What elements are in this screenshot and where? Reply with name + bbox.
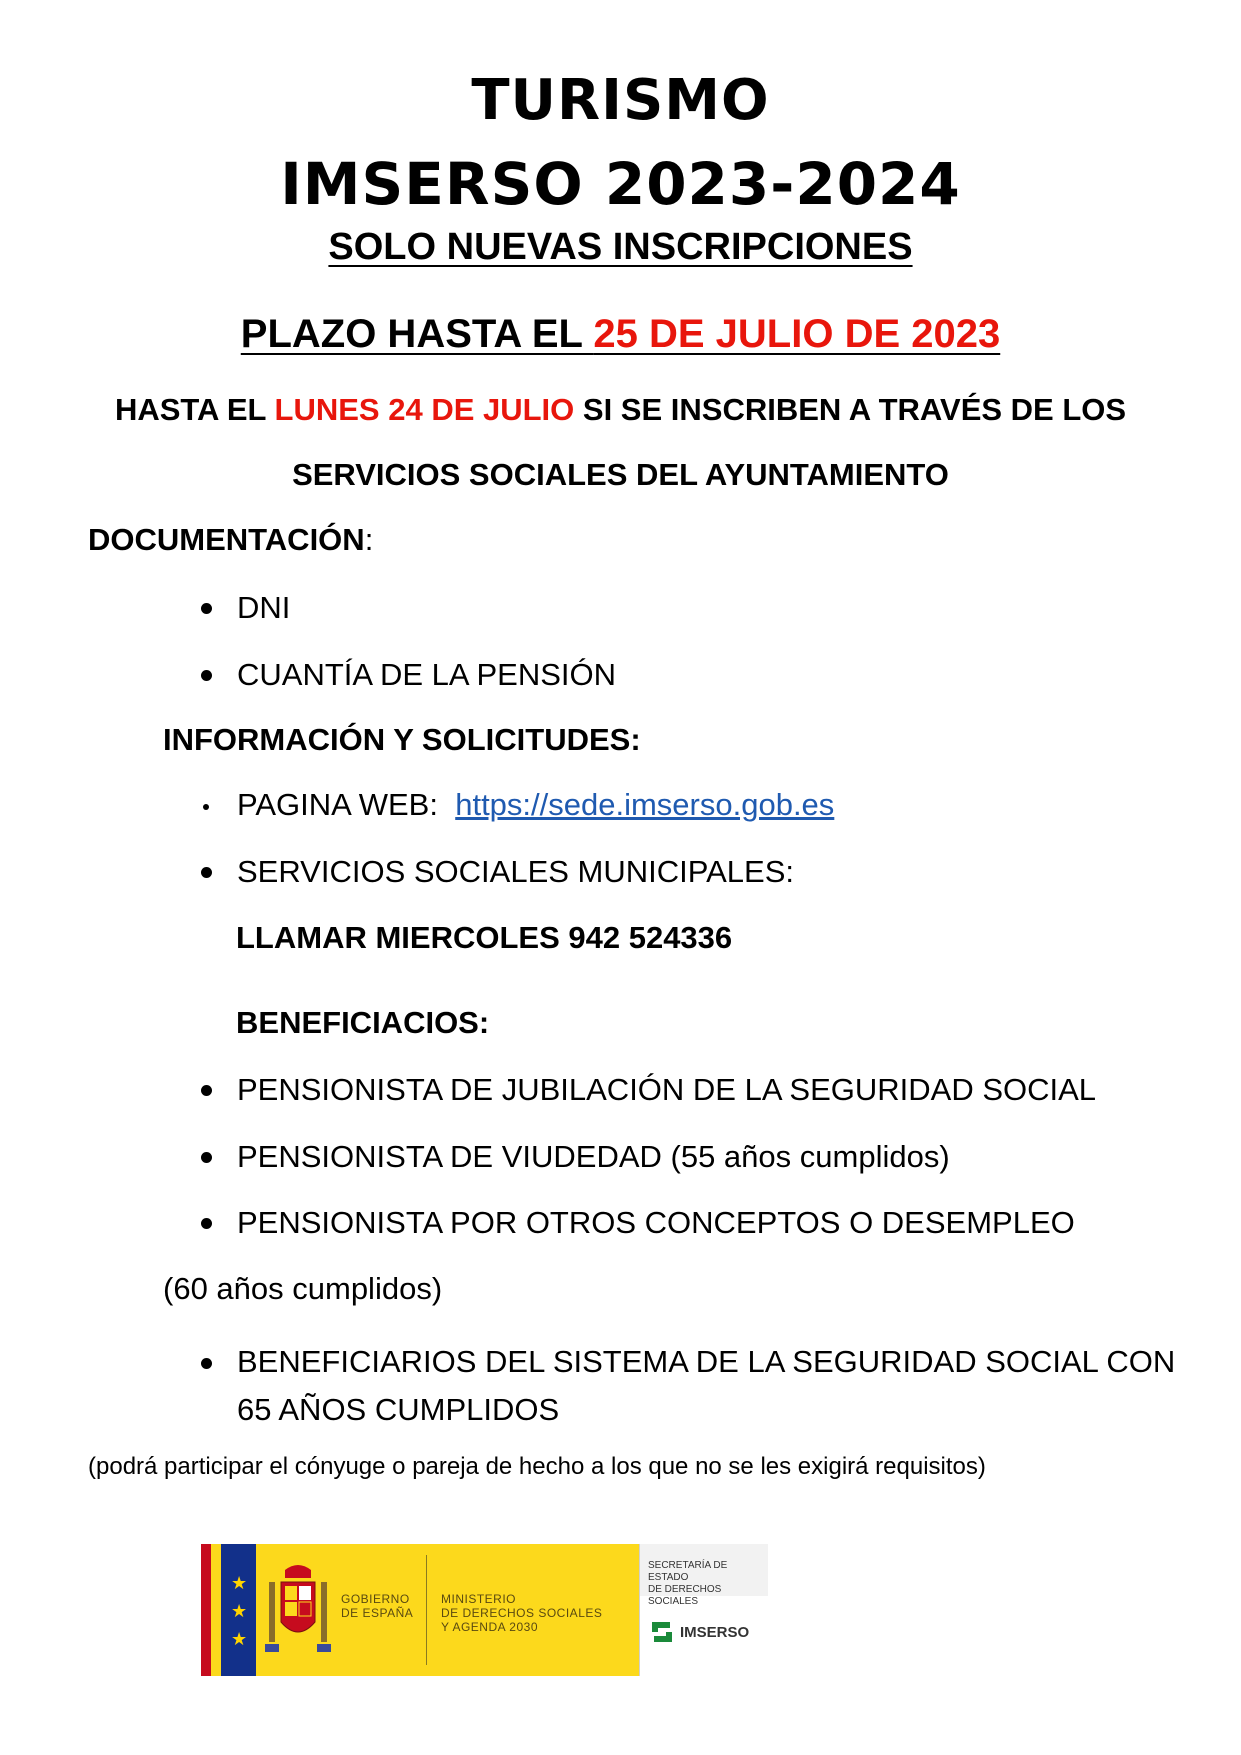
title-imserso: IMSERSO 2023-2024 bbox=[280, 150, 961, 218]
beneficiario-otros: PENSIONISTA POR OTROS CONCEPTOS O DESEMPLEO bbox=[237, 1205, 1075, 1240]
bullet-icon bbox=[201, 867, 212, 878]
secretaria-panel bbox=[639, 1544, 768, 1676]
bullet-icon bbox=[201, 1085, 212, 1096]
gobierno-line2: DE ESPAÑA bbox=[341, 1606, 414, 1620]
list-item bbox=[237, 787, 834, 823]
doc-item-dni: DNI bbox=[237, 590, 291, 625]
ministerio-line1: MINISTERIO bbox=[441, 1592, 517, 1606]
documentacion-colon: : bbox=[364, 522, 374, 557]
list-item bbox=[237, 854, 794, 890]
list-item bbox=[237, 657, 616, 693]
flag-red-stripe bbox=[201, 1544, 211, 1676]
web-link[interactable]: https://sede.imserso.gob.es bbox=[455, 787, 835, 822]
web-label: PAGINA WEB: bbox=[237, 787, 438, 822]
notice-line1 bbox=[0, 392, 1241, 428]
bullet-icon bbox=[201, 670, 212, 681]
secretaria-line1: SECRETARÍA DE ESTADO bbox=[648, 1560, 728, 1583]
beneficiario-sistema-line1: BENEFICIARIOS DEL SISTEMA DE LA SEGURIDAD SOCIAL CON bbox=[237, 1344, 1176, 1379]
list-item bbox=[237, 1072, 1096, 1108]
coat-of-arms-icon bbox=[265, 1562, 331, 1662]
imserso-text: IMSERSO bbox=[680, 1624, 750, 1641]
llamar-line: LLAMAR MIERCOLES 942 524336 bbox=[236, 920, 733, 955]
bullet-icon bbox=[201, 1218, 212, 1229]
ministerio-line3: Y AGENDA 2030 bbox=[441, 1620, 539, 1634]
beneficiario-sistema-line2: 65 AÑOS CUMPLIDOS bbox=[237, 1392, 560, 1427]
list-item bbox=[237, 590, 290, 626]
ministerio-text bbox=[441, 1592, 602, 1634]
documentacion-heading-text: DOCUMENTACIÓN bbox=[88, 522, 365, 557]
government-logo bbox=[201, 1544, 767, 1676]
servicios-sociales: SERVICIOS SOCIALES MUNICIPALES: bbox=[237, 854, 795, 889]
subtitle-text: SOLO NUEVAS INSCRIPCIONES bbox=[328, 226, 913, 268]
flag-yellow-stripe bbox=[211, 1544, 221, 1676]
bullet-icon bbox=[201, 1152, 212, 1163]
notice-suffix: SI SE INSCRIBEN A TRAVÉS DE LOS bbox=[574, 392, 1127, 427]
star-icon: ★ bbox=[231, 1601, 248, 1621]
list-item bbox=[237, 1139, 950, 1175]
ministerio-line2: DE DERECHOS SOCIALES bbox=[441, 1606, 603, 1620]
deadline-line bbox=[0, 312, 1241, 357]
notice-prefix: HASTA EL bbox=[114, 392, 275, 427]
gobierno-line1: GOBIERNO bbox=[341, 1592, 410, 1606]
title-turismo: TURISMO bbox=[471, 68, 770, 133]
subtitle bbox=[0, 226, 1241, 269]
beneficiario-viudedad: PENSIONISTA DE VIUDEDAD (55 años cumplidos) bbox=[237, 1139, 950, 1174]
bullet-icon bbox=[201, 603, 212, 614]
star-icon: ★ bbox=[231, 1629, 248, 1649]
beneficiario-jubilacion: PENSIONISTA DE JUBILACIÓN DE LA SEGURIDAD SOCIAL bbox=[237, 1072, 1097, 1107]
list-item bbox=[237, 1338, 1175, 1434]
beneficiarios-heading: BENEFICIACIOS: bbox=[236, 1005, 490, 1040]
secretaria-text bbox=[648, 1560, 768, 1608]
notice-date: LUNES 24 DE JULIO bbox=[274, 392, 575, 427]
bullet-icon bbox=[203, 804, 209, 810]
list-item bbox=[237, 1205, 1075, 1241]
deadline-prefix: PLAZO HASTA EL bbox=[240, 312, 594, 356]
bullet-icon bbox=[201, 1358, 212, 1369]
star-icon: ★ bbox=[231, 1573, 248, 1593]
doc-item-cuantia: CUANTÍA DE LA PENSIÓN bbox=[237, 657, 616, 692]
note-60: (60 años cumplidos) bbox=[163, 1271, 443, 1306]
documentacion-heading bbox=[88, 522, 373, 558]
logo-divider bbox=[426, 1555, 427, 1665]
deadline-date: 25 DE JULIO DE 2023 bbox=[593, 312, 1001, 356]
gobierno-text bbox=[341, 1592, 413, 1620]
info-heading: INFORMACIÓN Y SOLICITUDES: bbox=[163, 722, 641, 757]
imserso-logo-icon bbox=[648, 1618, 676, 1646]
footnote: (podrá participar el cónyuge o pareja de hecho a los que no se les exigirá requisitos) bbox=[88, 1453, 986, 1480]
notice-line2: SERVICIOS SOCIALES DEL AYUNTAMIENTO bbox=[292, 457, 949, 492]
secretaria-line2: DE DERECHOS SOCIALES bbox=[648, 1584, 722, 1607]
